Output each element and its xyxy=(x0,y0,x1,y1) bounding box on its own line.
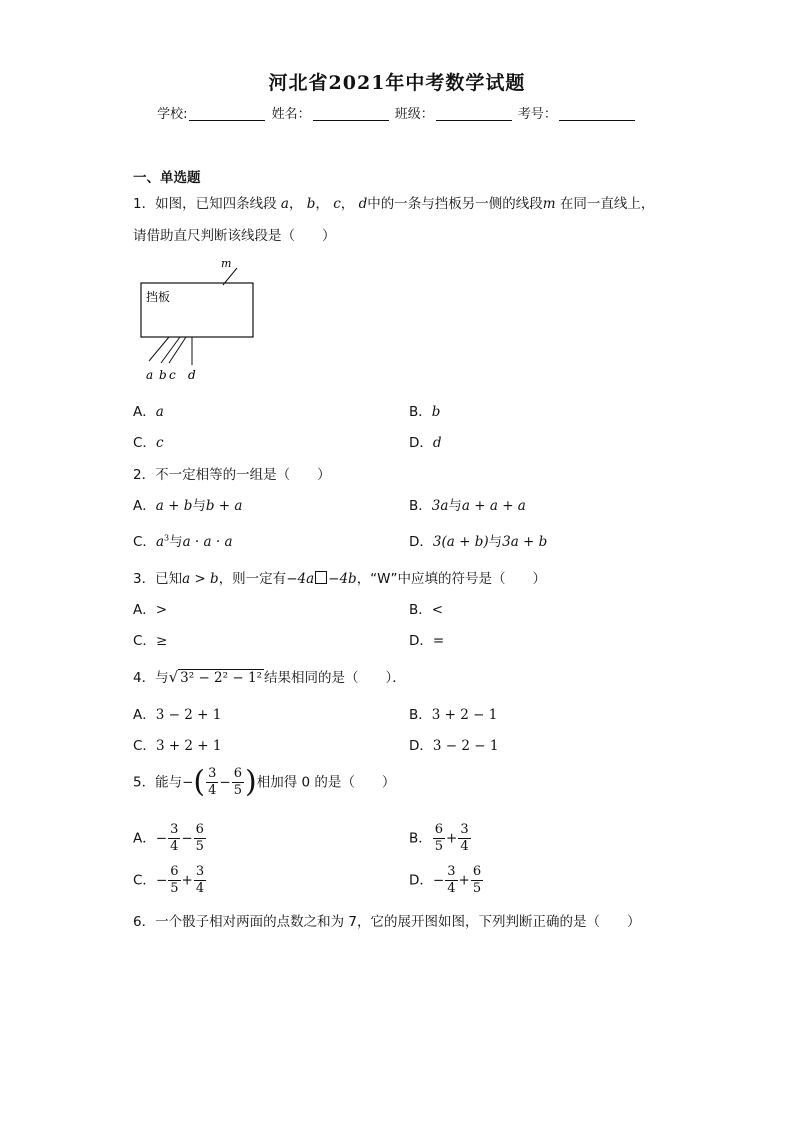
q5-option-a[interactable]: A．− $\frac{3}{4}$ − $\frac{6}{5}$ xyxy=(133,822,204,854)
label-a: a xyxy=(146,368,154,382)
q3-option-c[interactable]: C．≥ xyxy=(133,633,168,649)
label-d: d xyxy=(188,368,196,382)
section-title: 一、单选题 xyxy=(133,170,201,186)
name-blank[interactable] xyxy=(313,106,389,121)
q4-option-b[interactable]: B．3 + 2 − 1 xyxy=(409,707,498,723)
q2-option-c[interactable]: C．$a^3$与a · a · a xyxy=(133,533,233,550)
question-text: 中的一条与挡板另一侧的线段 xyxy=(367,196,543,212)
q2-option-d[interactable]: D．3(a + b)与3a + b xyxy=(409,534,548,550)
question-text: 在同一直线上， xyxy=(559,196,655,212)
q1-option-d[interactable]: D．d xyxy=(409,435,442,451)
q1-option-b[interactable]: B．b xyxy=(409,404,441,420)
segment-a xyxy=(149,337,169,361)
q2-option-a[interactable]: A．a + b与b + a xyxy=(133,498,243,514)
student-info-line xyxy=(0,103,794,122)
class-label: 班级： xyxy=(394,107,434,122)
q5-option-b[interactable]: B． $\frac{6}{5}$ + $\frac{3}{4}$ xyxy=(409,822,469,854)
page-title: 河北省2021年中考数学试题 xyxy=(268,72,526,94)
m-label: m xyxy=(221,257,232,270)
number-blank[interactable] xyxy=(559,106,635,121)
label-b: b xyxy=(159,368,167,382)
question-1-line-2: 请借助直尺判断该线段是（ ） xyxy=(133,228,336,244)
var-m: m xyxy=(542,196,556,212)
class-blank[interactable] xyxy=(436,106,512,121)
q5-option-c[interactable]: C．− $\frac{6}{5}$ + $\frac{3}{4}$ xyxy=(133,864,205,896)
question-5: 5．能与−( $\frac{3}{4}$ − $\frac{6}{5}$ )相加得 0 的是（ ） xyxy=(133,764,396,800)
q3-option-d[interactable]: D．= xyxy=(409,633,445,649)
number-label: 考号： xyxy=(517,107,557,122)
var-c: c xyxy=(333,196,341,212)
q4-option-a[interactable]: A．3 − 2 + 1 xyxy=(133,707,222,723)
q4-option-c[interactable]: C．3 + 2 + 1 xyxy=(133,738,222,754)
question-number: 1． xyxy=(133,196,156,212)
school-blank[interactable] xyxy=(189,106,265,121)
q3-option-a[interactable]: A．> xyxy=(133,602,168,618)
q3-option-b[interactable]: B．< xyxy=(409,602,444,618)
q1-option-c[interactable]: C．c xyxy=(133,435,164,451)
var-b: b xyxy=(306,196,316,212)
q4-option-d[interactable]: D．3 − 2 − 1 xyxy=(409,738,499,754)
q5-option-d[interactable]: D．− $\frac{3}{4}$ + $\frac{6}{5}$ xyxy=(409,864,482,896)
radical-expression: 3² − 2² − 1² xyxy=(180,670,262,686)
school-label: 学校: xyxy=(157,107,188,122)
question-1-line-1: 1．如图，已知四条线段 a， b， c， d中的一条与挡板另一侧的线段m 在同一直线上， xyxy=(133,196,655,212)
question-1-figure xyxy=(133,255,273,385)
board-label: 挡板 xyxy=(146,290,171,304)
var-a: a xyxy=(280,196,289,212)
q1-option-a[interactable]: A．a xyxy=(133,404,164,420)
var-d: d xyxy=(358,196,368,212)
question-4: 4．与√ 3² − 2² − 1² 结果相同的是（ ）． xyxy=(133,668,406,686)
question-text: 如图，已知四条线段 xyxy=(155,196,277,212)
name-label: 姓名： xyxy=(271,107,311,122)
label-c: c xyxy=(169,368,176,382)
question-3: 3．已知a > b，则一定有−4a −4b，“W”中应填的符号是（ ） xyxy=(133,571,547,587)
blank-box-symbol xyxy=(315,571,327,584)
q2-option-b[interactable]: B．3a与a + a + a xyxy=(409,498,526,514)
question-6: 6．一个骰子相对两面的点数之和为 7，它的展开图如图，下列判断正确的是（ ） xyxy=(133,914,641,930)
question-2: 2．不一定相等的一组是（ ） xyxy=(133,467,331,483)
